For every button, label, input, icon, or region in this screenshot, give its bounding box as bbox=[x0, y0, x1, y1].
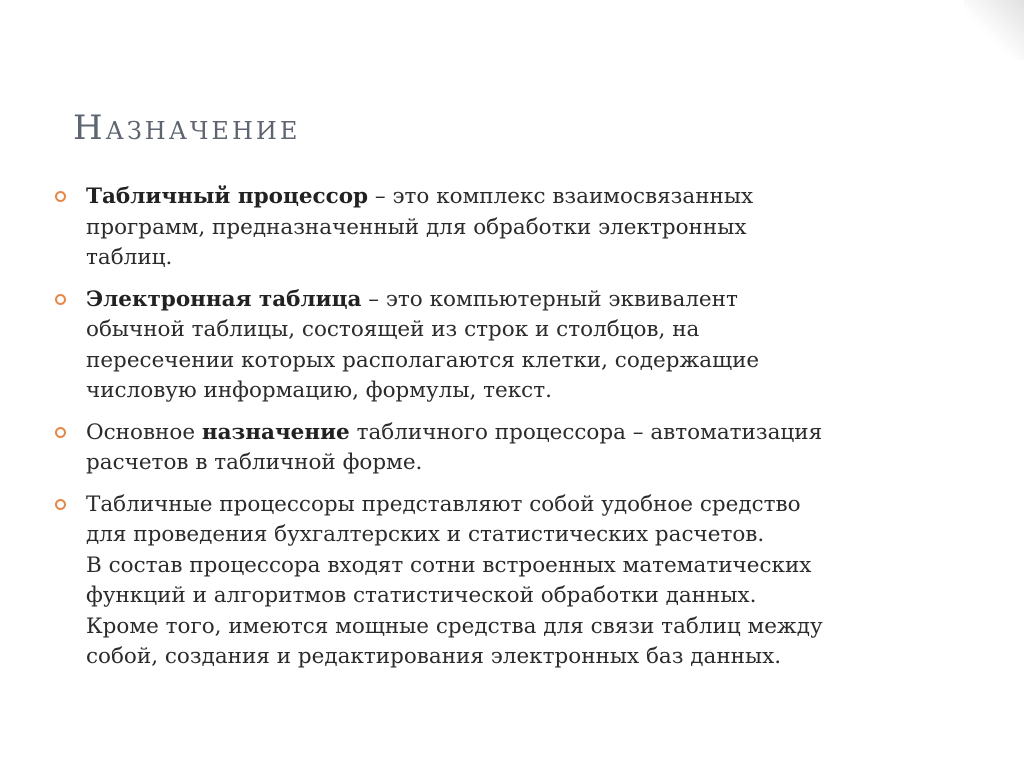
circle-bullet-icon bbox=[55, 191, 66, 202]
bullet-line: пересечении которых располагаются клетки, содержащие bbox=[86, 347, 760, 373]
bullet-item-spreadsheet-processor bbox=[55, 182, 975, 274]
bullet-text: – это комплекс взаимосвязанных bbox=[368, 184, 754, 209]
bullet-line bbox=[86, 418, 975, 449]
bullet-item-spreadsheet bbox=[55, 285, 975, 407]
bullet-line: расчетов в табличной форме. bbox=[86, 450, 423, 475]
bullet-line: функций и алгоритмов статистической обработки данных. bbox=[86, 583, 757, 608]
circle-bullet-icon bbox=[55, 499, 66, 510]
bullet-item-purpose bbox=[55, 418, 975, 479]
bullet-line: таблиц. bbox=[86, 245, 173, 270]
bullet-line: программ, предназначенный для обработки электронных bbox=[86, 214, 747, 240]
bullet-line bbox=[86, 182, 975, 213]
bullet-line bbox=[86, 285, 975, 316]
bullet-line: числовую информацию, формулы, текст. bbox=[86, 378, 552, 403]
bullet-prefix: Основное bbox=[86, 419, 202, 445]
bullet-line: Кроме того, имеются мощные средства для связи таблиц между bbox=[86, 613, 823, 639]
bullet-item-capabilities bbox=[55, 490, 975, 673]
bullet-list bbox=[55, 182, 975, 684]
circle-bullet-icon bbox=[55, 427, 66, 438]
bullet-text: – это компьютерный эквивалент bbox=[361, 286, 738, 312]
bullet-line: В состав процессора входят сотни встроенных математических bbox=[86, 552, 812, 578]
bullet-text: табличного процессора – автоматизация bbox=[349, 419, 823, 445]
page-curl-shadow bbox=[964, 0, 1024, 60]
bullet-term: назначение bbox=[201, 419, 350, 445]
bullet-line: для проведения бухгалтерских и статистических расчетов. bbox=[86, 522, 765, 547]
bullet-line: обычной таблицы, состоящей из строк и столбцов, на bbox=[86, 317, 700, 342]
bullet-line: Табличные процессоры представляют собой удобное средство bbox=[86, 491, 801, 517]
bullet-line: собой, создания и редактирования электронных баз данных. bbox=[86, 644, 782, 669]
bullet-term: Табличный процессор bbox=[86, 184, 369, 209]
slide-title: Назначение bbox=[73, 108, 301, 148]
bullet-term: Электронная таблица bbox=[86, 286, 362, 312]
circle-bullet-icon bbox=[55, 294, 66, 305]
